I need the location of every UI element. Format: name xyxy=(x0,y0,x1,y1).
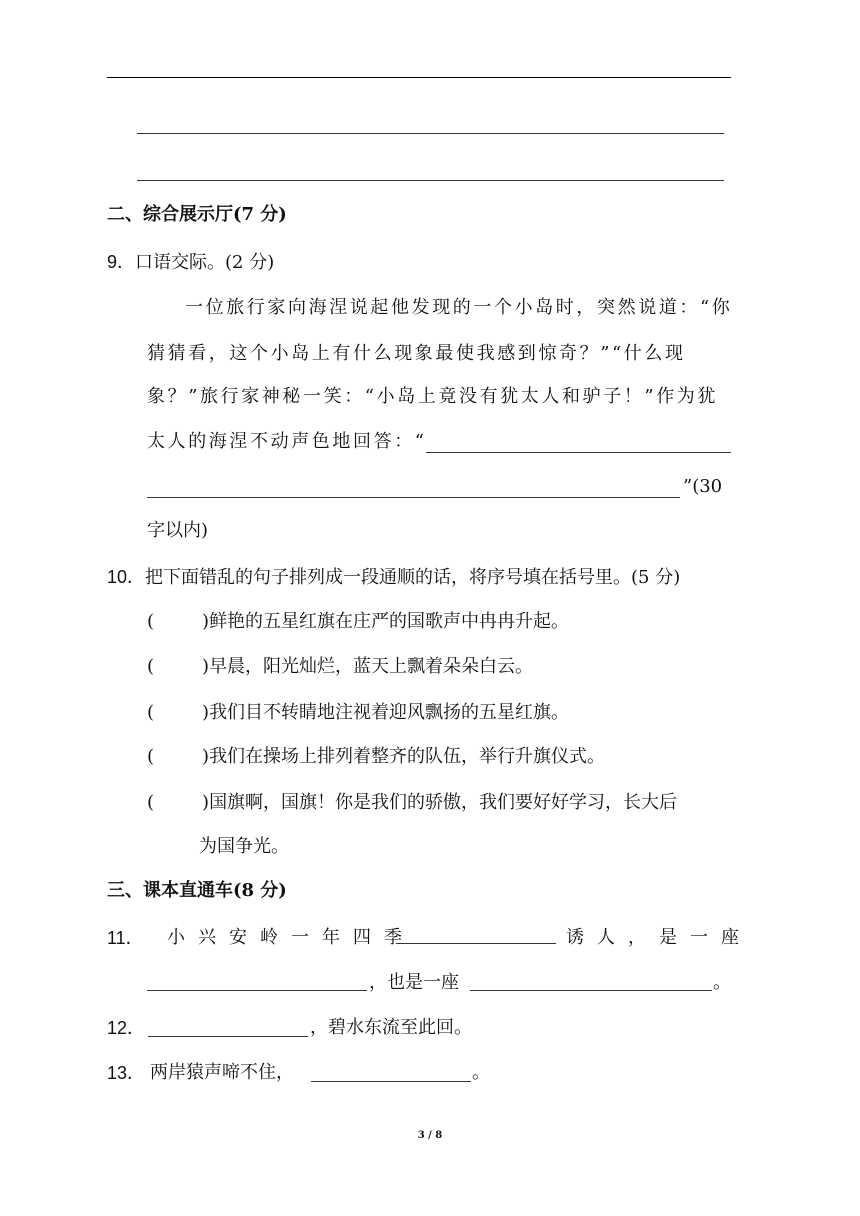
q11-blank-1[interactable] xyxy=(396,943,556,944)
question-number: 12． xyxy=(107,1018,146,1038)
section-heading-2: 二、综合展示厅(7 分) xyxy=(107,204,287,225)
item-text: 国旗啊，国旗！你是我们的骄傲，我们要好好学习，长大后 xyxy=(209,792,678,813)
section-heading-3: 三、课本直通车(8 分) xyxy=(107,880,287,901)
q11-part-4: 。 xyxy=(713,972,731,993)
q9-line-3: 象？”旅行家神秘一笑：“小岛上竟没有犹太人和驴子！”作为犹 xyxy=(147,386,719,407)
page-number: 3 / 8 xyxy=(417,1130,443,1141)
q11-blank-3[interactable] xyxy=(470,990,712,991)
question-number: 10． xyxy=(107,567,146,587)
item-text: 我们在操场上排列着整齐的队伍，举行升旗仪式。 xyxy=(209,746,606,767)
question-number: 11． xyxy=(107,928,144,948)
close-paren: ) xyxy=(202,746,210,767)
q11-part-1: 小兴安岭一年四季 xyxy=(167,927,415,948)
q11-part-2: 诱人，是一座 xyxy=(566,927,752,948)
q9-line-5-end: ”(30 xyxy=(683,476,723,497)
open-paren: ( xyxy=(147,702,155,723)
question-title: 把下面错乱的句子排列成一段通顺的话，将序号填在括号里。(5 分) xyxy=(145,567,681,588)
q10-item-3[interactable] xyxy=(147,702,569,724)
item-text: 鲜艳的五星红旗在庄严的国歌声中冉冉升起。 xyxy=(209,611,570,632)
item-text: 早晨，阳光灿烂，蓝天上飘着朵朵白云。 xyxy=(209,656,534,677)
q9-line-1: 一位旅行家向海涅说起他发现的一个小岛时，突然说道：“你 xyxy=(185,297,733,318)
q10-item-5-continuation: 为国争光。 xyxy=(199,836,289,857)
close-paren: ) xyxy=(202,656,210,677)
item-text: 我们目不转睛地注视着迎风飘扬的五星红旗。 xyxy=(209,702,570,723)
answer-line-2 xyxy=(137,180,724,181)
question-number: 9． xyxy=(107,252,136,272)
close-paren: ) xyxy=(202,702,210,723)
q9-answer-blank-2[interactable] xyxy=(147,497,680,498)
q10-item-4[interactable] xyxy=(147,746,605,768)
q9-line-4: 太人的海涅不动声色地回答：“ xyxy=(147,431,427,452)
question-9-header xyxy=(107,251,274,274)
q9-answer-blank-1[interactable] xyxy=(426,452,731,453)
q13-text: 两岸猿声啼不住， xyxy=(150,1062,294,1083)
close-paren: ) xyxy=(202,611,210,632)
answer-line-1 xyxy=(137,133,724,134)
q9-line-2: 猜猜看，这个小岛上有什么现象最使我感到惊奇？”“什么现 xyxy=(147,343,686,364)
q10-item-5[interactable] xyxy=(147,792,677,814)
q12-text: ，碧水东流至此回。 xyxy=(310,1017,472,1038)
q10-item-1[interactable] xyxy=(147,611,569,633)
open-paren: ( xyxy=(147,656,155,677)
question-number: 13． xyxy=(107,1063,146,1083)
q11-part-3: ，也是一座 xyxy=(369,972,459,993)
open-paren: ( xyxy=(147,746,155,767)
top-rule xyxy=(107,77,731,78)
q13-blank[interactable] xyxy=(311,1081,471,1082)
q13-end: 。 xyxy=(472,1062,490,1083)
open-paren: ( xyxy=(147,792,155,813)
question-title: 口语交际。(2 分) xyxy=(135,252,275,273)
close-paren: ) xyxy=(202,792,210,813)
q9-line-6: 字以内) xyxy=(147,520,209,541)
q11-blank-2[interactable] xyxy=(147,990,367,991)
open-paren: ( xyxy=(147,611,155,632)
question-10-header xyxy=(107,566,680,589)
q10-item-2[interactable] xyxy=(147,656,533,678)
q12-blank[interactable] xyxy=(148,1036,308,1037)
